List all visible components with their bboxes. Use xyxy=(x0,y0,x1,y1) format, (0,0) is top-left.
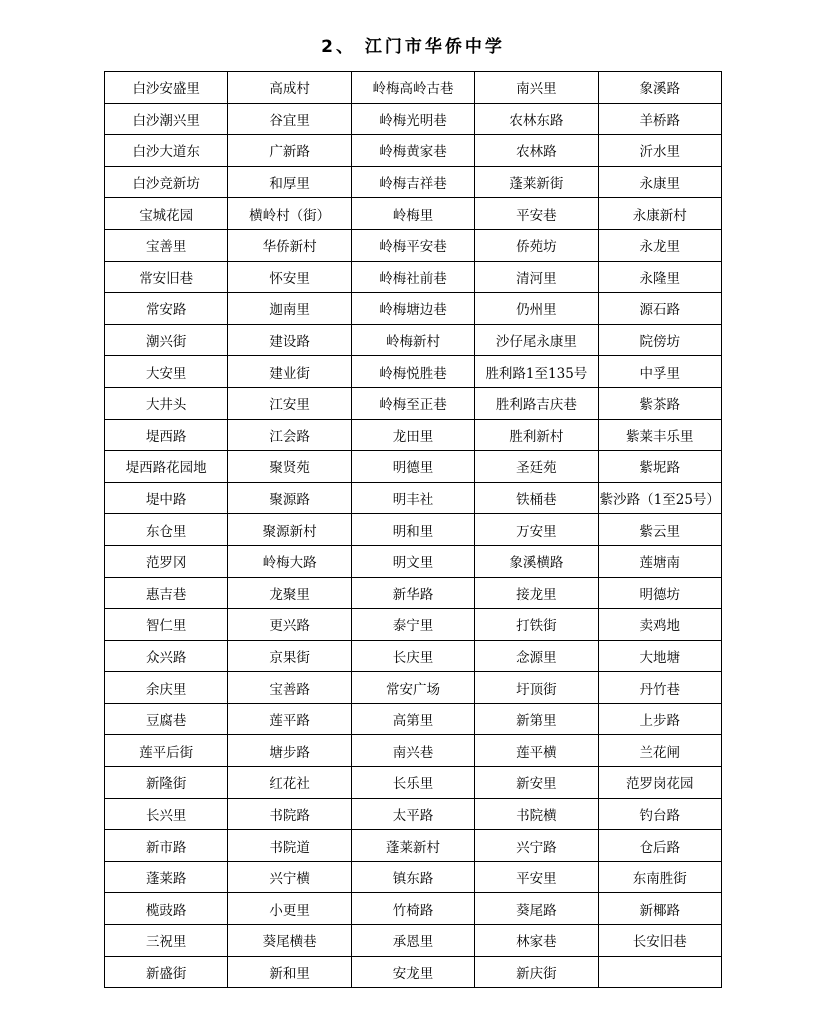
table-cell: 仍州里 xyxy=(475,293,598,325)
table-row xyxy=(105,514,722,546)
table-cell: 兰花闸 xyxy=(598,735,721,767)
table-cell: 长兴里 xyxy=(105,798,228,830)
table-cell: 和厚里 xyxy=(228,166,351,198)
table-cell: 葵尾横巷 xyxy=(228,925,351,957)
table-cell: 岭梅大路 xyxy=(228,545,351,577)
table-row xyxy=(105,703,722,735)
table-cell: 白沙大道东 xyxy=(105,135,228,167)
table-cell: 圣廷苑 xyxy=(475,451,598,483)
table-row xyxy=(105,261,722,293)
table-row xyxy=(105,482,722,514)
table-cell: 胜利路吉庆巷 xyxy=(475,387,598,419)
table-row xyxy=(105,861,722,893)
table-cell: 接龙里 xyxy=(475,577,598,609)
table-cell: 紫沙路（1至25号） xyxy=(598,482,721,514)
table-row xyxy=(105,925,722,957)
table-cell: 安龙里 xyxy=(351,956,474,988)
table-cell: 东仓里 xyxy=(105,514,228,546)
page-title: 2、 江门市华侨中学 xyxy=(321,37,505,57)
table-cell: 蓬莱新街 xyxy=(475,166,598,198)
table-row xyxy=(105,229,722,261)
table-row xyxy=(105,893,722,925)
table-row xyxy=(105,198,722,230)
table-cell: 竹椅路 xyxy=(351,893,474,925)
table-cell: 迦南里 xyxy=(228,293,351,325)
table-cell: 农林路 xyxy=(475,135,598,167)
table-cell: 明德里 xyxy=(351,451,474,483)
table-cell: 宝善路 xyxy=(228,672,351,704)
table-cell: 岭梅里 xyxy=(351,198,474,230)
table-cell: 铁桶巷 xyxy=(475,482,598,514)
table-cell: 明德坊 xyxy=(598,577,721,609)
table-cell: 岭梅高岭古巷 xyxy=(351,72,474,104)
table-cell: 岭梅黄家巷 xyxy=(351,135,474,167)
table-cell: 塘步路 xyxy=(228,735,351,767)
table-cell: 永龙里 xyxy=(598,229,721,261)
table-row xyxy=(105,545,722,577)
table-cell: 永康新村 xyxy=(598,198,721,230)
table-cell: 榄豉路 xyxy=(105,893,228,925)
table-cell: 白沙安盛里 xyxy=(105,72,228,104)
table-cell: 长安旧巷 xyxy=(598,925,721,957)
table-cell: 建业街 xyxy=(228,356,351,388)
table-cell: 永康里 xyxy=(598,166,721,198)
table-cell: 华侨新村 xyxy=(228,229,351,261)
table-cell: 蓬莱新村 xyxy=(351,830,474,862)
table-cell: 葵尾路 xyxy=(475,893,598,925)
table-cell: 范罗冈 xyxy=(105,545,228,577)
table-cell: 长乐里 xyxy=(351,767,474,799)
table-cell: 太平路 xyxy=(351,798,474,830)
table-cell: 明丰社 xyxy=(351,482,474,514)
table-cell: 羊桥路 xyxy=(598,103,721,135)
table-cell: 岭梅悦胜巷 xyxy=(351,356,474,388)
table-row xyxy=(105,798,722,830)
table-row xyxy=(105,324,722,356)
table-cell: 新安里 xyxy=(475,767,598,799)
table-cell: 宝善里 xyxy=(105,229,228,261)
table-cell: 大地塘 xyxy=(598,640,721,672)
table-cell: 长庆里 xyxy=(351,640,474,672)
table-cell: 书院横 xyxy=(475,798,598,830)
table-cell: 三祝里 xyxy=(105,925,228,957)
table-cell: 平安巷 xyxy=(475,198,598,230)
table-cell: 江安里 xyxy=(228,387,351,419)
table-cell: 圩顶街 xyxy=(475,672,598,704)
table-cell: 岭梅至正巷 xyxy=(351,387,474,419)
table-cell: 上步路 xyxy=(598,703,721,735)
table-cell xyxy=(598,956,721,988)
table-cell: 源石路 xyxy=(598,293,721,325)
table-row xyxy=(105,419,722,451)
table-row xyxy=(105,577,722,609)
table-cell: 新第里 xyxy=(475,703,598,735)
table-cell: 胜利新村 xyxy=(475,419,598,451)
table-row xyxy=(105,103,722,135)
table-cell: 龙聚里 xyxy=(228,577,351,609)
table-cell: 宝城花园 xyxy=(105,198,228,230)
table-cell: 潮兴街 xyxy=(105,324,228,356)
table-cell: 承恩里 xyxy=(351,925,474,957)
table-cell: 豆腐巷 xyxy=(105,703,228,735)
table-cell: 高成村 xyxy=(228,72,351,104)
table-cell: 岭梅社前巷 xyxy=(351,261,474,293)
table-cell: 新和里 xyxy=(228,956,351,988)
table-row xyxy=(105,609,722,641)
table-cell: 范罗岗花园 xyxy=(598,767,721,799)
table-cell: 聚源新村 xyxy=(228,514,351,546)
table-row xyxy=(105,72,722,104)
table-cell: 象溪横路 xyxy=(475,545,598,577)
table-cell: 白沙竞新坊 xyxy=(105,166,228,198)
table-row xyxy=(105,672,722,704)
table-row xyxy=(105,135,722,167)
table-cell: 龙田里 xyxy=(351,419,474,451)
table-row xyxy=(105,293,722,325)
table-cell: 聚源路 xyxy=(228,482,351,514)
table-cell: 万安里 xyxy=(475,514,598,546)
table-cell: 镇东路 xyxy=(351,861,474,893)
table-cell: 蓬莱路 xyxy=(105,861,228,893)
table-cell: 林家巷 xyxy=(475,925,598,957)
table-cell: 象溪路 xyxy=(598,72,721,104)
table-cell: 莲塘南 xyxy=(598,545,721,577)
table-row xyxy=(105,830,722,862)
table-cell: 紫坭路 xyxy=(598,451,721,483)
table-row xyxy=(105,356,722,388)
table-cell: 新庆街 xyxy=(475,956,598,988)
table-cell: 横岭村（街） xyxy=(228,198,351,230)
table-cell: 岭梅塘边巷 xyxy=(351,293,474,325)
table-cell: 岭梅吉祥巷 xyxy=(351,166,474,198)
table-cell: 侨苑坊 xyxy=(475,229,598,261)
table-cell: 南兴巷 xyxy=(351,735,474,767)
table-cell: 莲平横 xyxy=(475,735,598,767)
table-cell: 平安里 xyxy=(475,861,598,893)
table-cell: 更兴路 xyxy=(228,609,351,641)
table-row xyxy=(105,767,722,799)
table-cell: 新市路 xyxy=(105,830,228,862)
table-cell: 紫茶路 xyxy=(598,387,721,419)
table-row xyxy=(105,166,722,198)
table-cell: 丹竹巷 xyxy=(598,672,721,704)
table-row xyxy=(105,735,722,767)
table-cell: 紫云里 xyxy=(598,514,721,546)
table-cell: 打铁街 xyxy=(475,609,598,641)
table-cell: 谷宜里 xyxy=(228,103,351,135)
table-cell: 小更里 xyxy=(228,893,351,925)
table-cell: 卖鸡地 xyxy=(598,609,721,641)
table-cell: 清河里 xyxy=(475,261,598,293)
table-cell: 大安里 xyxy=(105,356,228,388)
table-cell: 建设路 xyxy=(228,324,351,356)
table-cell: 兴宁路 xyxy=(475,830,598,862)
street-table xyxy=(104,71,722,988)
table-cell: 莲平路 xyxy=(228,703,351,735)
table-cell: 岭梅光明巷 xyxy=(351,103,474,135)
table-cell: 明和里 xyxy=(351,514,474,546)
table-cell: 红花社 xyxy=(228,767,351,799)
table-cell: 书院路 xyxy=(228,798,351,830)
table-cell: 白沙潮兴里 xyxy=(105,103,228,135)
table-cell: 新华路 xyxy=(351,577,474,609)
table-cell: 胜利路1至135号 xyxy=(475,356,598,388)
table-cell: 莲平后街 xyxy=(105,735,228,767)
table-cell: 高第里 xyxy=(351,703,474,735)
table-cell: 新椰路 xyxy=(598,893,721,925)
table-cell: 东南胜街 xyxy=(598,861,721,893)
table-cell: 常安广场 xyxy=(351,672,474,704)
table-cell: 江会路 xyxy=(228,419,351,451)
table-cell: 岭梅新村 xyxy=(351,324,474,356)
table-cell: 农林东路 xyxy=(475,103,598,135)
table-cell: 书院道 xyxy=(228,830,351,862)
street-table-body xyxy=(105,72,722,988)
table-row xyxy=(105,640,722,672)
table-cell: 广新路 xyxy=(228,135,351,167)
table-cell: 新盛街 xyxy=(105,956,228,988)
table-cell: 岭梅平安巷 xyxy=(351,229,474,261)
table-cell: 念源里 xyxy=(475,640,598,672)
table-cell: 仓后路 xyxy=(598,830,721,862)
table-cell: 堤中路 xyxy=(105,482,228,514)
table-cell: 院傍坊 xyxy=(598,324,721,356)
table-row xyxy=(105,956,722,988)
table-cell: 沙仔尾永康里 xyxy=(475,324,598,356)
table-cell: 常安路 xyxy=(105,293,228,325)
table-cell: 中孚里 xyxy=(598,356,721,388)
table-cell: 紫莱丰乐里 xyxy=(598,419,721,451)
table-cell: 怀安里 xyxy=(228,261,351,293)
table-cell: 兴宁横 xyxy=(228,861,351,893)
table-row xyxy=(105,451,722,483)
table-cell: 众兴路 xyxy=(105,640,228,672)
table-cell: 明文里 xyxy=(351,545,474,577)
table-cell: 沂水里 xyxy=(598,135,721,167)
table-cell: 大井头 xyxy=(105,387,228,419)
table-row xyxy=(105,387,722,419)
table-cell: 京果街 xyxy=(228,640,351,672)
table-cell: 常安旧巷 xyxy=(105,261,228,293)
table-cell: 余庆里 xyxy=(105,672,228,704)
table-cell: 堤西路 xyxy=(105,419,228,451)
table-cell: 惠吉巷 xyxy=(105,577,228,609)
table-cell: 堤西路花园地 xyxy=(105,451,228,483)
table-cell: 智仁里 xyxy=(105,609,228,641)
table-cell: 永隆里 xyxy=(598,261,721,293)
table-cell: 钓台路 xyxy=(598,798,721,830)
table-cell: 南兴里 xyxy=(475,72,598,104)
table-cell: 泰宁里 xyxy=(351,609,474,641)
table-cell: 新隆街 xyxy=(105,767,228,799)
table-cell: 聚贤苑 xyxy=(228,451,351,483)
